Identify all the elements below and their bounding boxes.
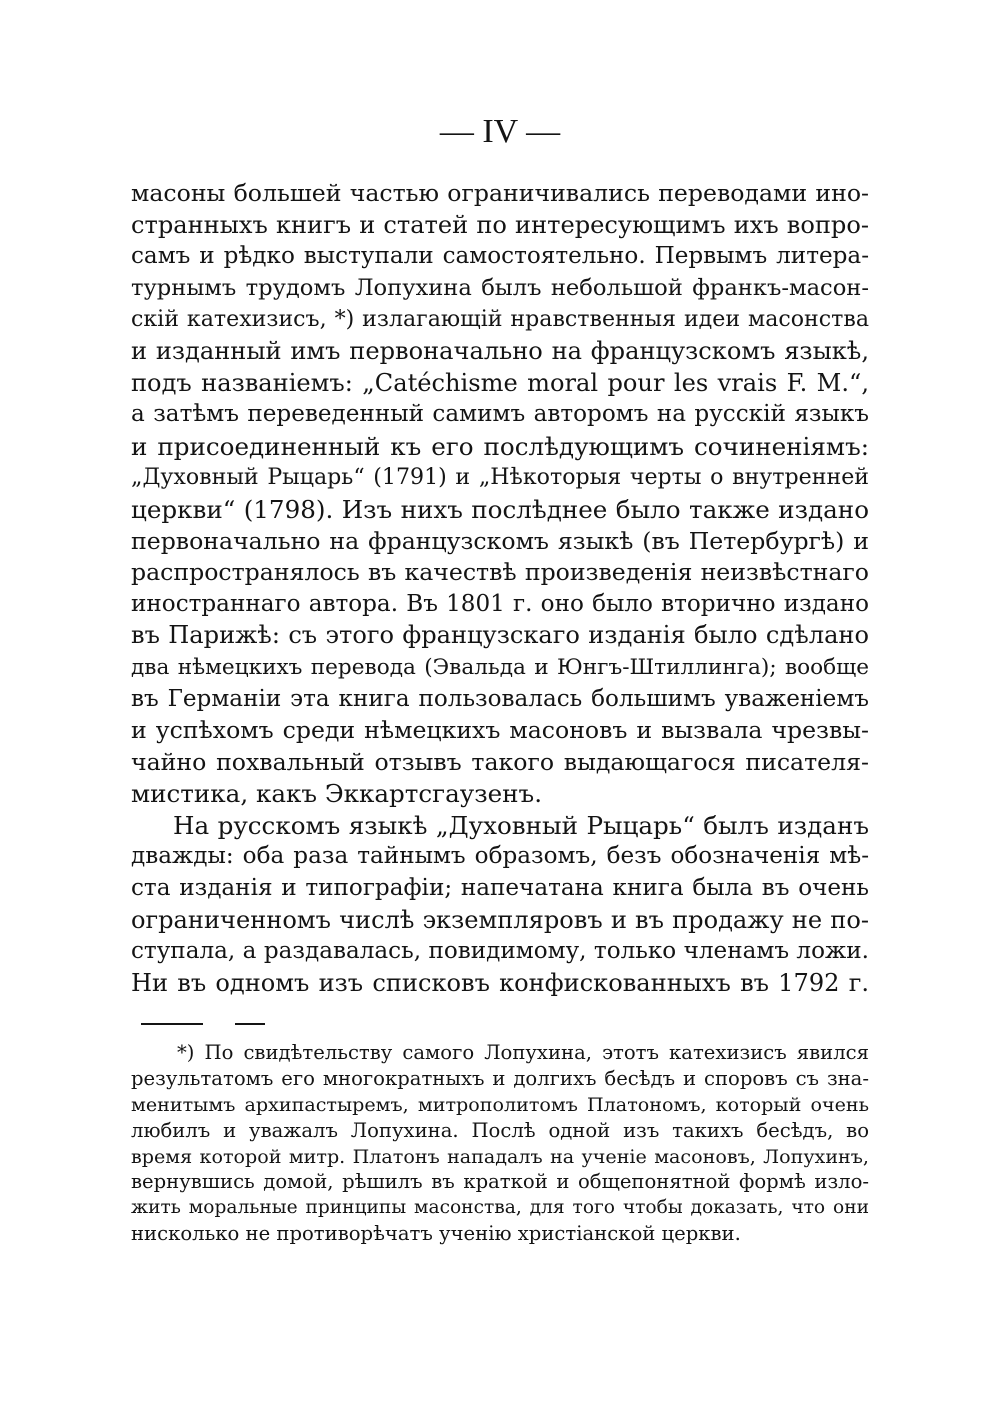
text-line: въ Парижѣ: съ этого французскаго изданія было сдѣлано (131, 621, 869, 650)
text-line: иностраннаго автора. Въ 1801 г. оно было вторично издано (131, 590, 869, 617)
footnote-line: нисколько не противорѣчатъ ученію христіанской церкви. (131, 1222, 741, 1246)
footnote-line: результатомъ его многократныхъ и долгихъ бесѣдъ и споровъ съ зна- (131, 1066, 869, 1090)
text-line: дважды: оба раза тайнымъ образомъ, безъ обозначенія мѣ- (131, 843, 869, 870)
footnote-separator (235, 1023, 265, 1025)
page-number: — IV — (439, 113, 561, 150)
footnote-line: менитымъ архипастыремъ, митрополитомъ Платономъ, который очень (131, 1092, 869, 1116)
text-line: и присоединенный къ его послѣдующимъ сочиненіямъ: (131, 431, 869, 461)
text-line: первоначально на французскомъ языкѣ (въ Петербургѣ) и (131, 526, 869, 555)
footnote-line: *) По свидѣтельству самого Лопухина, этотъ катехизисъ явился (177, 1041, 869, 1064)
footnote (131, 1040, 869, 1247)
text-line: подъ названіемъ: „Catéchisme moral pour les vrais F. M.“, (131, 368, 869, 397)
text-line: а затѣмъ переведенный самимъ авторомъ на русскій языкъ (131, 401, 869, 428)
text-line: распространялось въ качествѣ произведенія неизвѣстнаго (131, 558, 869, 587)
text-line: и успѣхомъ среди нѣмецкихъ масоновъ и вызвала чрезвы- (131, 716, 869, 745)
text-line: скій катехизисъ, *) излагающій нравственныя идеи масонства (131, 306, 869, 333)
footnote-line: любилъ и уважалъ Лопухина. Послѣ одной изъ такихъ бесѣдъ, во (131, 1118, 869, 1142)
text-line: самъ и рѣдко выступали самостоятельно. Первымъ литера- (131, 243, 869, 270)
paragraph-start-line: На русскомъ языкѣ „Духовный Рыцарь“ былъ изданъ (173, 810, 869, 840)
text-line: въ Германіи эта книга пользовалась большимъ уваженіемъ (131, 685, 869, 712)
text-line: ста изданія и типографіи; напечатана книга была въ очень (131, 875, 869, 902)
footnote-line: вернувшись домой, рѣшилъ въ краткой и общепонятной формѣ изло- (131, 1170, 869, 1194)
footnote-line: жить моральные принципы масонства, для того чтобы доказать, что они (131, 1197, 869, 1219)
text-line: чайно похвальный отзывъ такого выдающагося писателя- (131, 747, 869, 776)
text-line: и изданный имъ первоначально на французскомъ языкѣ, (131, 336, 869, 365)
text-line: странныхъ книгъ и статей по интересующимъ ихъ вопро- (131, 210, 869, 239)
text-line: два нѣмецкихъ перевода (Эвальда и Юнгъ-Штиллинга); вообще (131, 654, 869, 680)
text-line: Ни въ одномъ изъ списковъ конфискованныхъ въ 1792 г. (131, 968, 869, 997)
text-line: „Духовный Рыцарь“ (1791) и „Нѣкоторыя черты о внутренней (131, 464, 869, 491)
text-line: ограниченномъ числѣ экземпляровъ и въ продажу не по- (131, 905, 869, 934)
main-text (131, 178, 869, 999)
text-line: турнымъ трудомъ Лопухина былъ небольшой франкъ-масон- (131, 274, 869, 301)
text-line: ступала, а раздавалась, повидимому, только членамъ ложи. (131, 938, 869, 965)
text-line: масоны большей частью ограничивались переводами ино- (131, 179, 869, 207)
footnote-line: время которой митр. Платонъ нападалъ на ученіе масоновъ, Лопухинъ, (131, 1144, 869, 1168)
text-line: церкви“ (1798). Изъ нихъ послѣднее было также издано (131, 494, 869, 524)
footnote-separator (141, 1023, 203, 1025)
text-line: мистика, какъ Эккартсгаузенъ. (131, 779, 543, 809)
